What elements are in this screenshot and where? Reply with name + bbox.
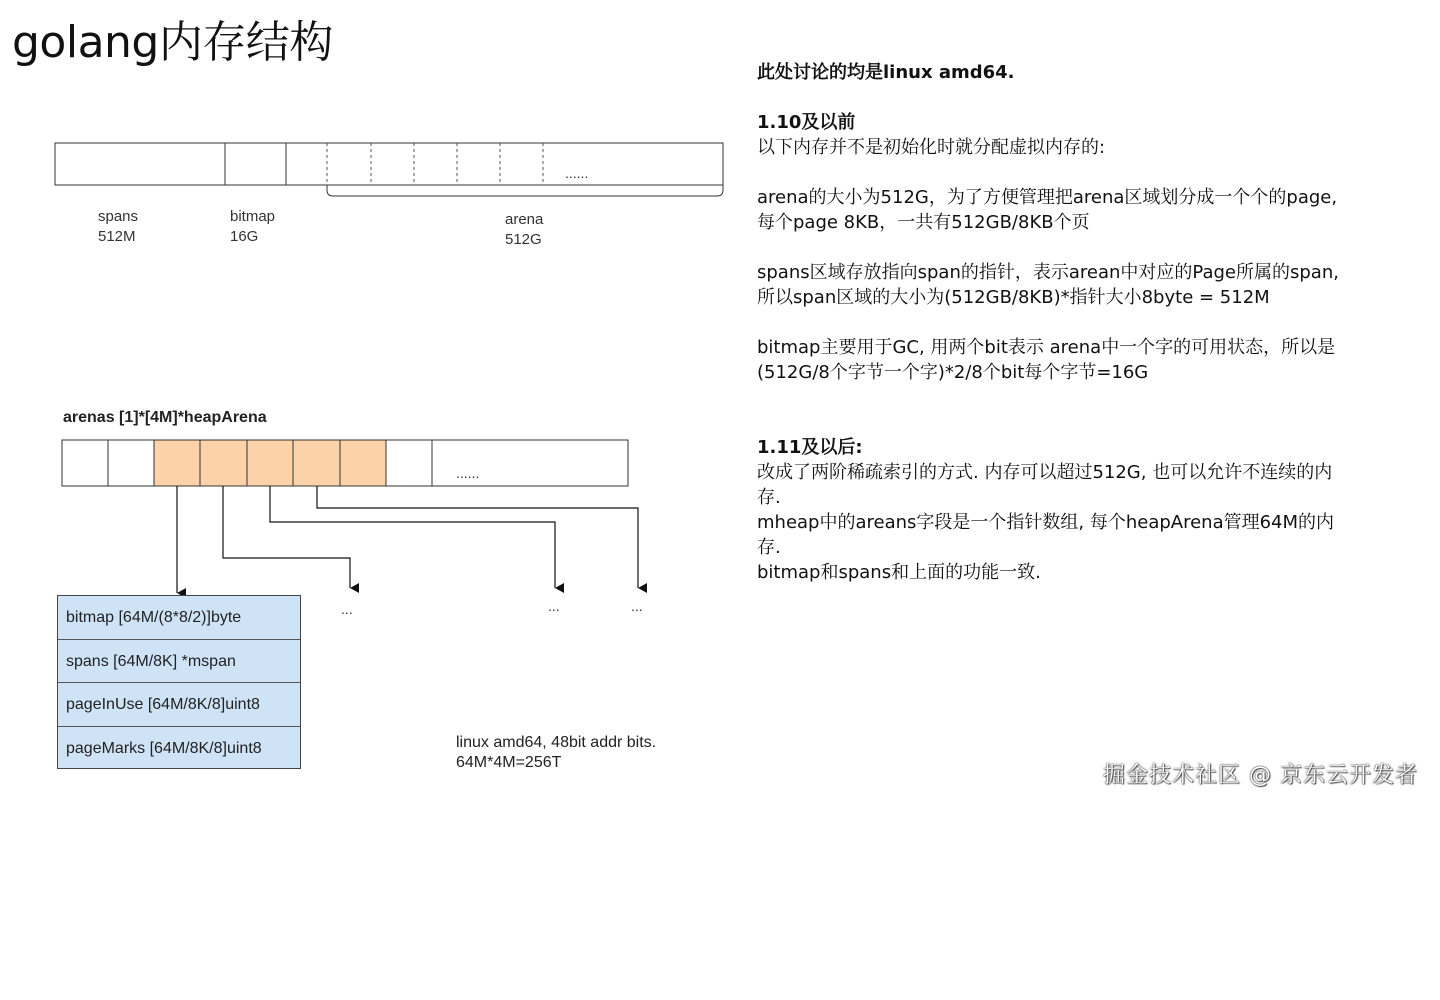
explanation-panel — [757, 60, 1427, 585]
section-heading-111: 1.11及以后: — [757, 437, 863, 458]
spans-label: spans 512M — [98, 208, 139, 245]
arena-label: arena 512G — [505, 211, 544, 248]
arenas-title: arenas [1]*[4M]*heapArena — [63, 409, 267, 426]
arrow-ellipsis: ... — [341, 601, 353, 617]
struct-row: bitmap [64M/(8*8/2)]byte — [58, 596, 300, 640]
intro-text: 此处讨论的均是linux amd64. — [757, 62, 1015, 83]
address-note: linux amd64, 48bit addr bits. 64M*4M=256T — [456, 734, 657, 771]
arenas-ellipsis: ...... — [456, 465, 480, 481]
heap-arena-struct — [57, 595, 301, 769]
struct-row: pageInUse [64M/8K/8]uint8 — [58, 683, 300, 727]
memory-bar — [55, 143, 723, 185]
pointer-arrow — [223, 486, 350, 588]
arena-brace — [327, 185, 723, 196]
struct-row: pageMarks [64M/8K/8]uint8 — [66, 739, 262, 757]
arena-cell-highlight — [247, 440, 293, 486]
bitmap-label: bitmap 16G — [230, 208, 276, 245]
arena-cell-highlight — [154, 440, 200, 486]
arena-cell-highlight — [200, 440, 247, 486]
section-heading-110: 1.10及以前 — [757, 112, 856, 133]
page-title: golang内存结构 — [12, 17, 333, 68]
arena-ellipsis: ...... — [565, 165, 589, 181]
arena-cell — [386, 440, 432, 486]
arrow-ellipsis: ... — [548, 598, 560, 614]
arena-cell-highlight — [340, 440, 386, 486]
section-body-111: 改成了两阶稀疏索引的方式. 内存可以超过512G, 也可以允许不连续的内 存. mheap中的areans字段是一个指针数组, 每个heapArena管理64M的内 存. bitmap和spans和上面的功能一致. — [757, 462, 1335, 583]
watermark: 掘金技术社区 @ 京东云开发者 — [1103, 763, 1418, 788]
arena-cell-highlight — [293, 440, 340, 486]
arena-cell — [62, 440, 108, 486]
pointer-arrow — [317, 486, 638, 588]
arena-cell — [108, 440, 154, 486]
pointer-arrow — [270, 486, 555, 588]
arrow-ellipsis: ... — [631, 598, 643, 614]
section-body-110: 以下内存并不是初始化时就分配虚拟内存的: arena的大小为512G，为了方便管理把arena区域划分成一个个的page, 每个page 8KB，一共有512GB/8KB个页 spans区域存放指向span的指针，表示arean中对应的Page所属的span, 所以span区域的大小为(512GB/8KB)*指针大小8byte = 512M bitmap主要用于GC, 用两个bit表示 arena中一个字的可用状态，所以是 (512G/8个字节一个字)*2/8个bit每个字节=16G — [757, 137, 1339, 383]
struct-row: spans [64M/8K] *mspan — [58, 640, 300, 684]
